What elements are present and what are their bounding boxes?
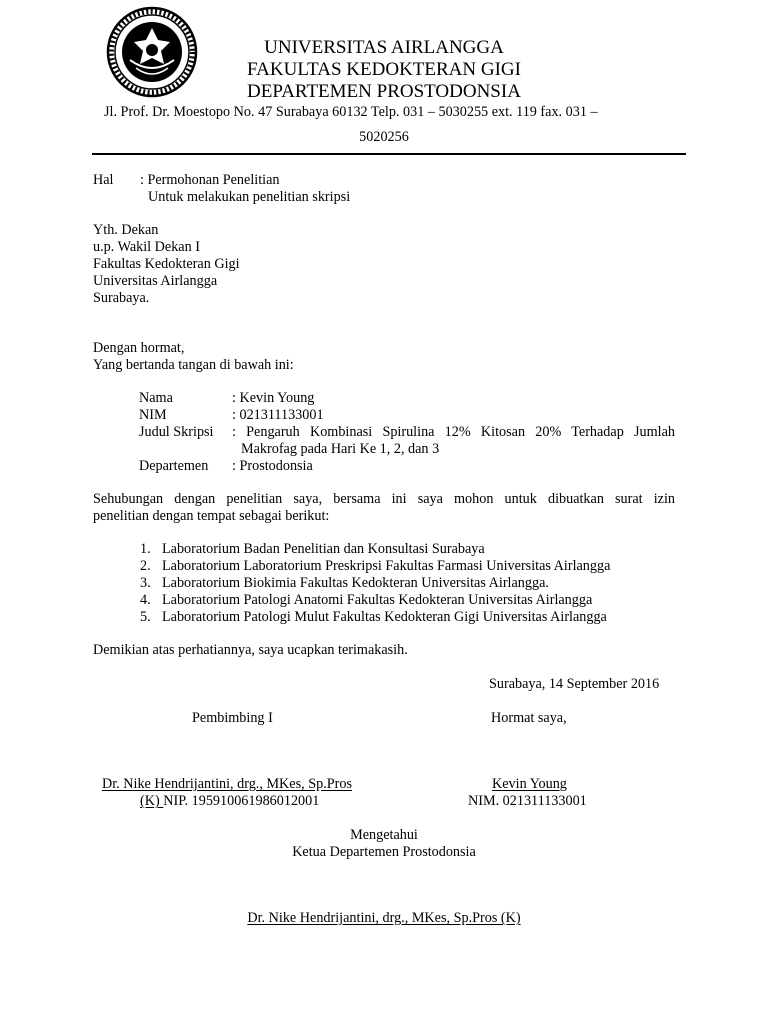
sender-name: Kevin Young (492, 776, 567, 792)
supervisor-title: Pembimbing I (192, 710, 273, 726)
sender-closing: Hormat saya, (491, 710, 567, 726)
list-item-number: 3. (140, 575, 151, 591)
supervisor-name: Dr. Nike Hendrijantini, drg., MKes, Sp.Pros (102, 776, 352, 792)
supervisor-nip: NIP. 195910061986012001 (163, 793, 320, 809)
subject-label: Hal (93, 172, 114, 188)
greeting: Dengan hormat, (93, 340, 185, 356)
body-paragraph-line-2: penelitian dengan tempat sebagai berikut: (93, 508, 330, 524)
list-item: Laboratorium Badan Penelitian dan Konsultasi Surabaya (162, 541, 485, 557)
supervisor-name-suffix: (K) (140, 793, 164, 809)
list-item: Laboratorium Biokimia Fakultas Kedokteran Universitas Airlangga. (162, 575, 549, 591)
supervisor-nip-line (140, 793, 319, 810)
department-name: DEPARTEMEN PROSTODONSIA (247, 81, 521, 102)
list-item-number: 2. (140, 558, 151, 574)
department-head-name: Dr. Nike Hendrijantini, drg., MKes, Sp.Pros (K) (247, 910, 521, 926)
list-item-number: 5. (140, 609, 151, 625)
list-item: Laboratorium Patologi Anatomi Fakultas Kedokteran Universitas Airlangga (162, 592, 593, 608)
university-name: UNIVERSITAS AIRLANGGA (264, 37, 504, 58)
place-date: Surabaya, 14 September 2016 (489, 676, 660, 692)
department-value: : Prostodonsia (232, 458, 313, 474)
thesis-title-value-line-1: : Pengaruh Kombinasi Spirulina 12% Kitosan 20% Terhadap Jumlah (232, 424, 675, 440)
recipient-line: u.p. Wakil Dekan I (93, 239, 200, 255)
nim-label: NIM (139, 407, 167, 423)
name-label: Nama (139, 390, 173, 406)
list-item-number: 1. (140, 541, 151, 557)
address-line-2: 5020256 (359, 129, 409, 145)
recipient-line: Surabaya. (93, 290, 150, 306)
nim-value: : 021311133001 (232, 407, 324, 423)
faculty-name: FAKULTAS KEDOKTERAN GIGI (247, 59, 521, 80)
list-item-number: 4. (140, 592, 151, 608)
letterhead-rule (92, 153, 686, 155)
address-line-1: Jl. Prof. Dr. Moestopo No. 47 Surabaya 60132 Telp. 031 – 5030255 ext. 119 fax. 031 – (104, 104, 598, 120)
thesis-title-value-line-2: Makrofag pada Hari Ke 1, 2, dan 3 (241, 441, 440, 457)
subject-detail: Untuk melakukan penelitian skripsi (148, 189, 351, 205)
body-paragraph-line-1: Sehubungan dengan penelitian saya, bersama ini saya mohon untuk dibuatkan surat izin (93, 491, 675, 507)
acknowledge-title: Ketua Departemen Prostodonsia (292, 844, 476, 860)
list-item: Laboratorium Laboratorium Preskripsi Fakultas Farmasi Universitas Airlangga (162, 558, 611, 574)
closing-text: Demikian atas perhatiannya, saya ucapkan terimakasih. (93, 642, 408, 658)
list-item: Laboratorium Patologi Mulut Fakultas Kedokteran Gigi Universitas Airlangga (162, 609, 607, 625)
name-value: : Kevin Young (232, 390, 315, 406)
sender-nim: NIM. 021311133001 (468, 793, 587, 809)
thesis-title-label: Judul Skripsi (139, 424, 214, 440)
recipient-line: Yth. Dekan (93, 222, 159, 238)
intro-text: Yang bertanda tangan di bawah ini: (93, 357, 294, 373)
department-label: Departemen (139, 458, 209, 474)
recipient-line: Universitas Airlangga (93, 273, 218, 289)
subject-value: : Permohonan Penelitian (140, 172, 280, 188)
acknowledge-label: Mengetahui (350, 827, 418, 843)
recipient-line: Fakultas Kedokteran Gigi (93, 256, 240, 272)
